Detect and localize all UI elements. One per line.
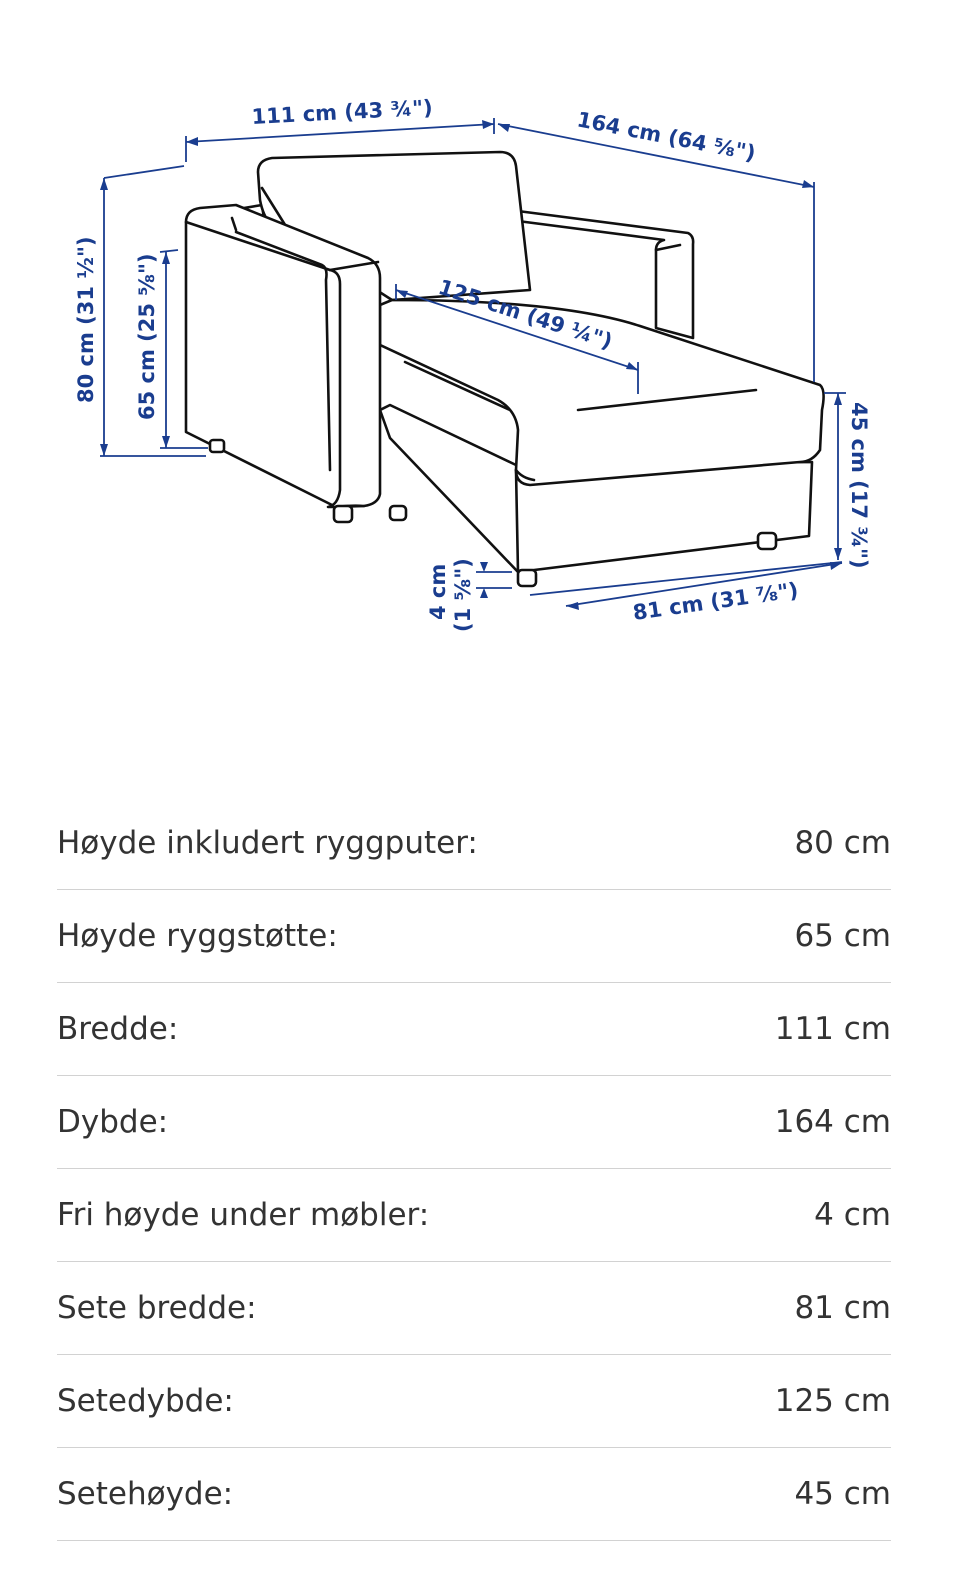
spec-row-backrest-height [57,890,891,983]
dimensions-table [57,797,891,1541]
total-height-dimension-label: 80 cm (31 ½") [74,236,98,403]
spec-value: 65 cm [794,918,891,954]
spec-label: Høyde ryggstøtte: [57,918,338,954]
spec-row-seat-depth [57,1355,891,1448]
spec-row-depth [57,1076,891,1169]
spec-value: 45 cm [794,1476,891,1512]
spec-row-seat-height [57,1448,891,1541]
width-dimension-label: 111 cm (43 ¾") [251,95,434,129]
clearance-dimension-label-inch: (1 ⅝") [451,558,475,632]
chaise-longue-illustration [186,152,824,586]
spec-value: 81 cm [794,1290,891,1326]
spec-value: 111 cm [774,1011,891,1047]
spec-label: Høyde inkludert ryggputer: [57,825,478,861]
spec-label: Dybde: [57,1104,169,1140]
spec-label: Sete bredde: [57,1290,257,1326]
spec-row-width [57,983,891,1076]
spec-row-height-with-cushions [57,797,891,890]
spec-value: 4 cm [814,1197,891,1233]
spec-label: Fri høyde under møbler: [57,1197,430,1233]
spec-value: 164 cm [774,1104,891,1140]
dimension-drawing [0,0,960,700]
seat-width-dimension-label: 81 cm (31 ⅞") [631,577,800,625]
spec-label: Setehøyde: [57,1476,234,1512]
spec-value: 80 cm [794,825,891,861]
seat-depth-dimension-label: 125 cm (49 ¼") [435,274,616,354]
seat-height-dimension-label: 45 cm (17 ¾") [847,402,871,569]
spec-row-free-height [57,1169,891,1262]
spec-row-seat-width [57,1262,891,1355]
spec-label: Setedybde: [57,1383,234,1419]
back-height-dimension-label: 65 cm (25 ⅝") [135,253,159,420]
spec-value: 125 cm [774,1383,891,1419]
spec-label: Bredde: [57,1011,179,1047]
clearance-dimension-label-cm: 4 cm [426,563,450,620]
depth-dimension-label: 164 cm (64 ⅝") [575,107,758,166]
